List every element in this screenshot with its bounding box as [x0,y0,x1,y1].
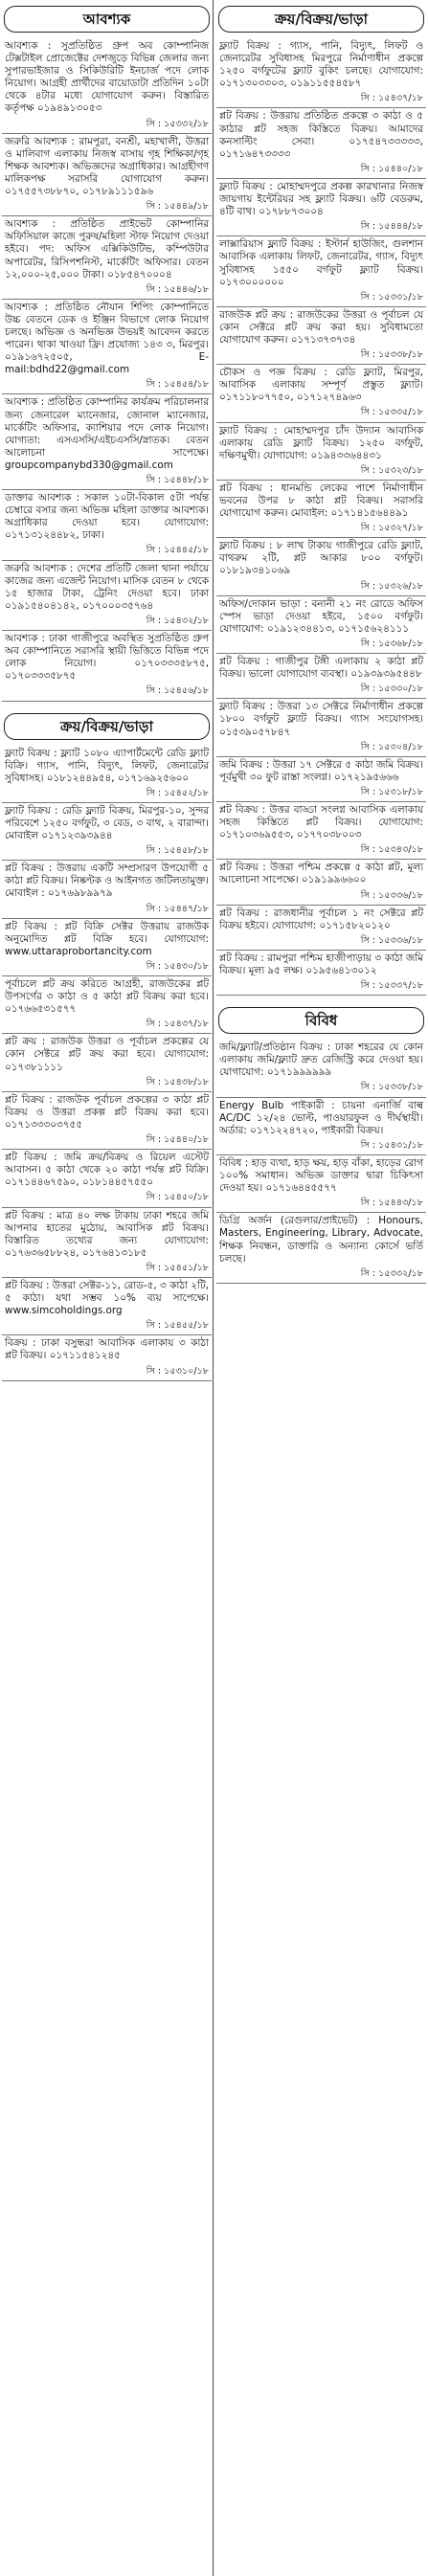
ad-code: সি : ১৫৪৪৪/১৮ [360,221,423,233]
ad-text: প্লট বিক্রয় : ধানমন্ডি লেকের পাশে নির্মাণাধীন ভবনের উপর ৮ কাঠা প্লট বিক্রয়। সরাসরি যোগাযোগ করুন। মোবাইল: ০১৭১৪১৫৬৪৪৯১ [219,482,423,520]
ad-text: প্লট বিক্রয় : উত্তরা পশ্চিম প্রকল্পে ৫ কাঠা প্লট, মূল্য আলোচনা সাপেক্ষে। ০১৯১৯৯৬৬০০ [219,862,423,886]
ad-code: সি : ১৫৪৫০/১৮ [146,1192,209,1203]
ad-code: সি : ১৫৩২৭/১৮ [360,523,423,534]
section-header-wanted: আবশ্যক [4,6,210,33]
ad-code: সি : ১৫৪৫৬/১৮ [146,685,209,697]
ad-text: Energy Bulb পাইকারী : চায়না এনার্জি বাল্ব AC/DC ১২/২৪ ভোল্ট, পাওয়ারফুল ও দীর্ঘস্থায়ী। অর্ডার: ০১৭১২২৪৭২০, পাইকারী বিক্রয়। [219,1099,423,1136]
ad-code: সি : ১৫৪৪৫/১৮ [146,545,209,556]
classified-ad [216,1213,426,1283]
misc-ads [216,1040,426,1284]
classified-ad [216,365,426,422]
classified-ad [216,179,426,236]
ad-code: সি : ১৫৩০৪/১৮ [360,741,423,752]
left-column [2,0,212,2576]
ad-text: আবশ্যক : ঢাকা গাজীপুরে অবস্থিত সুপ্রতিষ্ঠিত গ্রুপ অব কোম্পানিতে সরাসরি স্থায়ী ভিত্তিতে বিভিন্ন পদে লোক নিয়োগ। ০১৭০৩৩৩৫৮৭৫, ০১৭০৩৩৩৫৮৭৫ [5,633,209,683]
ad-code: সি : ১৫৪৪০/১৮ [146,1134,209,1146]
ad-code: সি : ১৫৩২৬/১৮ [360,580,423,592]
ad-text: জরুরি আবশ্যক : দেশের প্রতিটি জেলা থানা পর্যায়ে কাজের জন্য এজেন্ট নিয়োগ। মাসিক বেতন ৮ থেকে ১৫ হাজার টাকা, ট্রেনিং দেওয়া হবে। ঢাকা ০১৯১৫৪০৪১৪২, ০১৭০০০৩৫৭৬৪ [5,562,209,612]
ad-text: আবশ্যক : প্রতিষ্ঠিত প্রাইভেট কোম্পানির অফিসিয়াল কাজে পুরুষ/মহিলা স্টাফ নিয়োগ দেওয়া হইবে। পদ: অফিস এক্সিকিউটিভ, কম্পিউটার অপারেটর, রিসিপশনিস্ট, মার্কেটিং অফিসার। বেতন ১২,০০০-২৫,০০০ টাকা। ০১৮৫৪৭০০০৪ [5,218,209,280]
classified-ad [216,38,426,108]
ad-text: প্লট বিক্রয় : উত্তর বাড্ডা সংলগ্ন আবাসিক এলাকায় সহজ কিস্তিতে প্লট বিক্রয়। যোগাযোগ: ০১৭১০৩৬৯৫৫৩, ০১৭৭০৩৮০০৩ [219,803,423,841]
ad-text: প্লট বিক্রয় : প্লট বিক্রি সেক্টর উত্তরায় রাজউক অনুমোদিত প্লট বিক্রি হবে। যোগাযোগ: www.uttaraprobortancity.com [5,920,209,957]
buy-sell-ads-left [2,746,212,1381]
ad-text: আবশ্যক : সুপ্রতিষ্ঠিত গ্রুপ অব কোম্পানিজ টেক্সটাইল প্রোজেক্টের দেশজুড়ে বিভিন্ন জেলার জন্য সুপারভাইজার ও সিকিউরিটি ইনচার্জ পদে লোক নিয়োগ। আগ্রহী প্রার্থীদের বায়োডাটা প্রতিদিন ১০টা থেকে ৪টার মধ্যে যোগাযোগ করুন। বিস্তারিত কর্তৃপক্ষ ০১৯৪৯১৩০৫৩ [5,40,209,115]
classified-ad [2,38,212,134]
ad-code: সি : ১৫৪৪৭/১৮ [146,903,209,914]
ad-text: জমি বিক্রয় : উত্তরা ১৭ সেক্টরে ৫ কাঠা জমি বিক্রয়। পূর্বমুখী ৩০ ফুট রাস্তা সংলগ্ন। ০১৭২১৯৫৬৬৬ [219,758,423,783]
ad-text: প্লট বিক্রয় : রাজধানীর পূর্বাচল ১ নং সেক্টরে প্লট বিক্রয় হইবে। যোগাযোগ: ০১৭১৫৮২০১২০ [219,907,423,931]
classified-ad [2,631,212,701]
section-header-buy-sell-rent-right: ক্রয়/বিক্রয়/ভাড়া [218,6,424,33]
classified-ad [216,108,426,178]
ad-code: সি : ১৫৩১৮/১৮ [360,786,423,797]
classified-ad [216,802,426,860]
ad-text: ফ্ল্যাট বিক্রয় : ফ্ল্যাট ১০৮০ এ্যাপার্টমেন্টে রেডি ফ্ল্যাট বিক্রি। গ্যাস, পানি, বিদ্যুৎ, লিফট, জেনারেটর সুবিধাসহ। ০১৮১২৪৪৯৫৪, ০১৭১৬৯২৫৬০০ [5,747,209,784]
ad-text: ফ্ল্যাট বিক্রয় : উত্তরা ১৩ সেক্টরে নির্মাণাধীন প্রকল্পে ১৮০০ বর্গফুট ফ্ল্যাট বিক্রয়। গ্যাস সংযোগসহ। ০১৫৩৯০৫৭৮৪৭ [219,701,423,738]
ad-code: সি : ১৫৪৫৫/১৮ [146,1320,209,1332]
ad-code: সি : ১৫৩৩১/১৮ [360,291,423,302]
classified-ad [216,951,426,996]
classified-ad [216,481,426,538]
classified-ad [216,757,426,802]
classified-ad [2,216,212,300]
section-header-miscellaneous: বিবিধ [218,1007,424,1034]
ad-code: সি : ১৫৪৫১/১৮ [146,1262,209,1273]
ad-code: সি : ১৫৪৫২/১৮ [146,787,209,798]
ad-text: রাজউক প্লট ক্রয় : রাজউকের উত্তরা ও পূর্বাচল যে কোন সেক্টরে প্লট ক্রয় করা হয়। সুবিধামতো যোগাযোগ করুন। ০১৭১৩৭৩৭৩৪ [219,308,423,346]
ad-text: প্লট বিক্রয় : মাত্র ৪০ লক্ষ টাকায় ঢাকা শহরে জমি আপনার হাতের মুঠোয়, আবাসিক প্লট বিক্রয়। বিস্তারিত তথ্যের জন্য যোগাযোগ: ০১৭৬৩৬৫৮৮২৪, ০১৭৬৪১৩১৮৫ [5,1209,209,1259]
classified-ad [2,976,212,1034]
ad-code: সি : ১৫৩৩৮/১৮ [360,1082,423,1093]
classified-ad [2,394,212,490]
ad-text: চৌকস ও পজ্ঞ বিক্রয় : রেডি ফ্ল্যাট, মিরপুর, আবাসিক এলাকায় সম্পূর্ণ প্রস্তুত ফ্ল্যাট। ০১৭১১৮০৭৭৫০, ০১৭১২৭৪৯৬৩ [219,367,423,404]
ad-code: সি : ১৫৪৪৮/১৮ [146,475,209,485]
classified-ad [2,803,212,861]
classified-ad [216,1155,426,1213]
ad-code: সি : ১৫৩৪৩/১৮ [360,844,423,856]
ad-code: সি : ১৫৩৩৮/১৮ [360,349,423,361]
classified-ad [216,860,426,905]
buy-sell-ads-right [216,38,426,996]
ad-text: প্লট ক্রয় : রাজউক উত্তরা ও পূর্বাচল প্রকল্পের যে কোন সেক্টরে প্লট ক্রয় করা হবে। যোগাযোগ: ০১৭৩৮১১১১ [5,1036,209,1073]
ad-text: ফ্ল্যাট বিক্রয় : রেডি ফ্ল্যাট বিক্রয়, মিরপুর-১০, সুন্দর পরিবেশে ১২৫০ বর্গফুট, ৩ বেড, ৩ বাথ, ২ বারান্দা। মোবাইল ০১৭১২৩৯৩৯৪৪ [5,804,209,842]
ad-text: বিবিধ : হাড় ব্যথা, হাড় ক্ষয়, হাড় বাঁকা, হাড়ের রোগ ১০০% সমাধান। অভিজ্ঞ ডাক্তার দ্বারা চিকিৎসা দেওয়া হয়। ০১৭১৬৪৪৫৫৭৭ [219,1156,423,1195]
classified-ad [2,561,212,631]
ad-text: পূর্বাচলে প্লট ক্রয় করিতে আগ্রহী, রাজউকের প্লট উপসর্গের ৩ কাঠা ও ৫ কাঠা প্লট বিক্রয় করা হবে। ০১৭৬৬৫৩১৫৭৭ [5,978,209,1016]
classified-ad [216,906,426,951]
classified-ad [2,1092,212,1150]
classified-ad [216,596,426,654]
ad-text: ফ্ল্যাট বিক্রয় : মোহাম্মদপুর চাঁদ উদ্যান আবাসিক এলাকায় রেডি ফ্ল্যাট বিক্রয়। ১২৫০ বর্গফুট, দক্ষিণমুখী। যোগাযোগ: ০১৯৪৩৩৬৪৪৩১ [219,424,423,461]
ad-code: সি : ১৫৩১০/১৮ [146,1365,209,1377]
column-divider [213,0,214,2576]
classified-ad [2,1208,212,1278]
classified-ad [216,538,426,595]
classified-ad [2,861,212,918]
classified-ad [2,490,212,560]
ad-text: ডাক্তার আবশ্যক : সকাল ১০টা-বিকাল ৫টা পর্যন্ত চেম্বারে বসার জন্য অভিজ্ঞ মহিলা ডাক্তার আবশ্যক। অগ্রাধিকার দেওয়া হবে। যোগাযোগ: ০১৭১৩১২৪৪৮২, ঢাকা। [5,492,209,542]
classified-ad [2,134,212,217]
ad-text: প্লট বিক্রয় : উত্তরায় প্রতিষ্ঠিত প্রকল্পে ৩ কাঠা ও ৫ কাঠার প্লট সহজ কিস্তিতে বিক্রয়। আমাদের কনসাল্টিং সেবা। ০১৭৫৪৭৩৩৩৩৩, ০১৭১৬৪৭৩৩৩৩ [219,110,423,160]
ad-text: প্লট বিক্রয় : উত্তরায় একটি সম্প্রসারণ উপযোগী ৫ কাঠা প্লট বিক্রয়। নিষ্কণ্টক ও আইনগত জটিলতামুক্ত। মোবাইল : ০১৭৬৯৮৯৯৭৯ [5,862,209,900]
ad-text: অফিস/দোকান ভাড়া : বনানী ২১ নং রোডে অফিস স্পেস ভাড়া দেওয়া হইবে, ১৫০০ বর্গফুট। যোগাযোগ: ০১৯১২৩৪৪১৩, ০১৭১৫৬২৪১১১ [219,597,423,635]
classified-ad [216,423,426,481]
ad-code: সি : ১৫৩৩০/১৮ [360,683,423,695]
ad-text: ফ্ল্যাট বিক্রয় : মোহাম্মদপুরে প্রকল্প কারখানার নিজস্ব জায়গায় ইন্টেরিয়র সহ ফ্ল্যাট বিক্রয়। ৬টি বেডরুম, ৪টি বাথ। ০১৭৮৮৭৩০০৪ [219,180,423,218]
ad-text: জরুরি আবশ্যক : রামপুরা, বনশ্রী, মহাখালী, উত্তরা ও মালিবাগ এলাকায় নিজস্ব বাসায় গৃহ শিক্ষিকা/গৃহ শিক্ষক আবশ্যক। অভিজ্ঞদের অগ্রাধিকার। আগ্রহীগণ মালিকপক্ষ সরাসরি যোগাযোগ করুন। ০১৭৫৫৭৩৮৮৭০, ০১৭৮৯১১১৫৯৬ [5,135,209,198]
ad-code: সি : ১৫৪৪০/১৮ [360,163,423,174]
ad-code: সি : ১৫৩৬৮/১৮ [360,638,423,649]
ad-code: সি : ১৫৩২৩/১৮ [360,464,423,476]
ad-code: সি : ১৫৪৫৪/১৮ [146,379,209,391]
ad-code: সি : ১৫৪৪৩/১৮ [360,1198,423,1209]
classified-ad [216,1040,426,1097]
classified-ad [2,746,212,803]
ad-code: সি : ১৫৪৪৯/১৮ [146,201,209,213]
classified-ad [2,919,212,976]
ad-text: প্লট বিক্রয় : রামপুরা পশ্চিম হাজীপাড়ায় ৩ কাঠা জমি বিক্রয়। মূল্য ৯৫ লক্ষ। ০১৯৫৬৪১৩০১২ [219,952,423,976]
classified-ad [2,300,212,395]
classified-ad [2,1278,212,1335]
classified-ad [216,236,426,306]
ad-code: সি : ১৫৪৩০/১৮ [146,960,209,972]
right-column [216,0,426,2576]
ad-code: সি : ১৫৩৩২/১৮ [360,1267,423,1279]
ad-text: বিক্রয় : ঢাকা বসুন্ধরা আবাসিক এলাকায় ৩ কাঠা প্লট বিক্রয়। ০১৭১১৫৪১২৪৫ [5,1337,209,1362]
ad-text: আবশ্যক : প্রতিষ্ঠিত কোম্পানির কার্যক্রম পরিচালনার জন্য জেনারেল ম্যানেজার, জোনাল ম্যানেজার, মার্কেটিং অফিসার, ক্যাশিয়ার পদে লোক নিয়োগ। যোগ্যতা: এসএসসি/এইচএসসি/স্নাতক। বেতন আলোচনা সাপেক্ষে। groupcompanybd330@gmail.com [5,396,209,471]
ad-text: প্লট বিক্রয় : উত্তরা সেক্টর-১১, রোড-৫, ৩ কাঠা ২টি, ৫ কাঠা। যথা সম্ভব ১০% ব্যয় সাপেক্ষে। www.simcoholdings.org [5,1279,209,1317]
ad-code: সি : ১৫৪৩১/১৮ [360,1139,423,1151]
classified-ad [216,699,426,756]
ad-code: সি : ১৫৪৩৭/১৮ [360,93,423,104]
ad-code: সি : ১৫৪৪৬/১৮ [146,283,209,295]
ad-code: সি : ১৫৪৫৮/১৮ [146,845,209,857]
classified-ad [216,1098,426,1155]
ad-text: আবশ্যক : প্রতিষ্ঠিত নৌযান শিপিং কোম্পানিতে উচ্চ বেতনে ডেক ও ইঞ্জিন বিভাগে লোক নিয়োগ চলছে। অভিজ্ঞ ও অনভিজ্ঞ উভয়ই আবেদন করতে পারেন। থাকা খাওয়া ফ্রি। প্রযোজ্য ১৪৩ ৩, মিরপুর। ০১৯১৬৭২৫০৫, E-mail:bdhd22@gmail.com [5,301,209,376]
ad-code: সি : ১৫৩৩৭/১৮ [360,980,423,992]
ad-code: সি : ১৫৩৩৫/১৮ [360,407,423,418]
section-header-buy-sell-rent: ক্রয়/বিক্রয়/ভাড়া [4,713,210,740]
ad-text: ডিগ্রি অর্জন (রেগুলার/প্রাইভেট) : Honours, Masters, Engineering, Library, Advocate, শিক্ষক নিবন্ধন, ডাক্তারি ও অন্যান্য কোর্সে ভর্তি চলছে। [219,1215,423,1265]
ad-code: সি : ১৫৪৩৭/১৮ [146,1019,209,1030]
ad-text: প্লট বিক্রয় : গাজীপুর টঙ্গী এলাকায় ২ কাঠা প্লট বিক্রয়। ভালো যোগাযোগ ব্যবস্থা। ০১৯৩৯৩৯৫৪৪৮ [219,656,423,681]
ad-text: প্লট বিক্রয় : রাজউক পূর্বাচল প্রকল্পের ৩ কাঠা প্লট বিক্রয় ও উত্তরা প্রকল্প প্লট বিক্রয় করা হবে। ০১৭১৩৩৩০৩৭৫৫ [5,1093,209,1131]
ad-text: জমি/ফ্ল্যাট/প্রতিষ্ঠান বিক্রয় : ঢাকা শহরের যে কোন এলাকায় জমি/ফ্ল্যাট দ্রুত রেজিস্ট্রি করে দেওয়া হয়। যোগাযোগ: ০১৭১৯৯৯৯৯৯ [219,1042,423,1079]
ad-text: ফ্ল্যাট বিক্রয় : ৮ লাখ টাকায় গাজীপুরে রেডি ফ্ল্যাট, বাথরুম ২টি, প্লট আকার ৮০০ বর্গফুট। ০১৮১৯৩৪১০৬৯ [219,540,423,577]
ad-code: সি : ১৫৩৩৬/১৮ [360,934,423,946]
classified-ad [2,1150,212,1207]
ad-text: প্লট বিক্রয় : জমি ক্রয়/বিক্রয় ও রিয়েল এস্টেট আবাসন। ৫ কাঠা থেকে ২০ কাঠা পর্যন্ত প্লট বিক্রি। ০১৭১৪৪৬৭৫৯০, ০১৮১৪৪৫৭৫৫০ [5,1152,209,1189]
ad-code: সি : ১৫৪৩২/১৮ [146,615,209,626]
ad-text: লাক্সারিয়াস ফ্ল্যাট বিক্রয় : ইস্টার্ন হাউজিং, গুলশান আবাসিক এলাকায় লিফট, জেনারেটর, গ্যাস, বিদ্যুৎ সুবিধাসহ ১৫৫০ বর্গফুট ফ্ল্যাট বিক্রয়। ০১৭৩০০০০০০ [219,238,423,288]
classified-ad [2,1034,212,1091]
ad-text: ফ্ল্যাট বিক্রয় : গ্যাস, পানি, বিদ্যুৎ, লিফট ও জেনারেটর সুবিধাসহ মিরপুরে নির্মাণাধীন প্রকল্পে ১২৫০ বর্গফুটের ফ্ল্যাট বুকিং চলছে। যোগাযোগ: ০১৭১৩০৩৩০৩, ০১৯১১৫৫৪৫৮৭ [219,40,423,90]
classified-ad [2,1335,212,1380]
ad-code: সি : ১৫৩৩২/১৮ [146,118,209,129]
ad-code: সি : ১৫৩৩৬/১৮ [360,889,423,901]
classified-ad [216,654,426,699]
ad-code: সি : ১৫৪৩৮/১৮ [146,1076,209,1087]
wanted-ads [2,38,212,702]
classified-ad [216,307,426,365]
